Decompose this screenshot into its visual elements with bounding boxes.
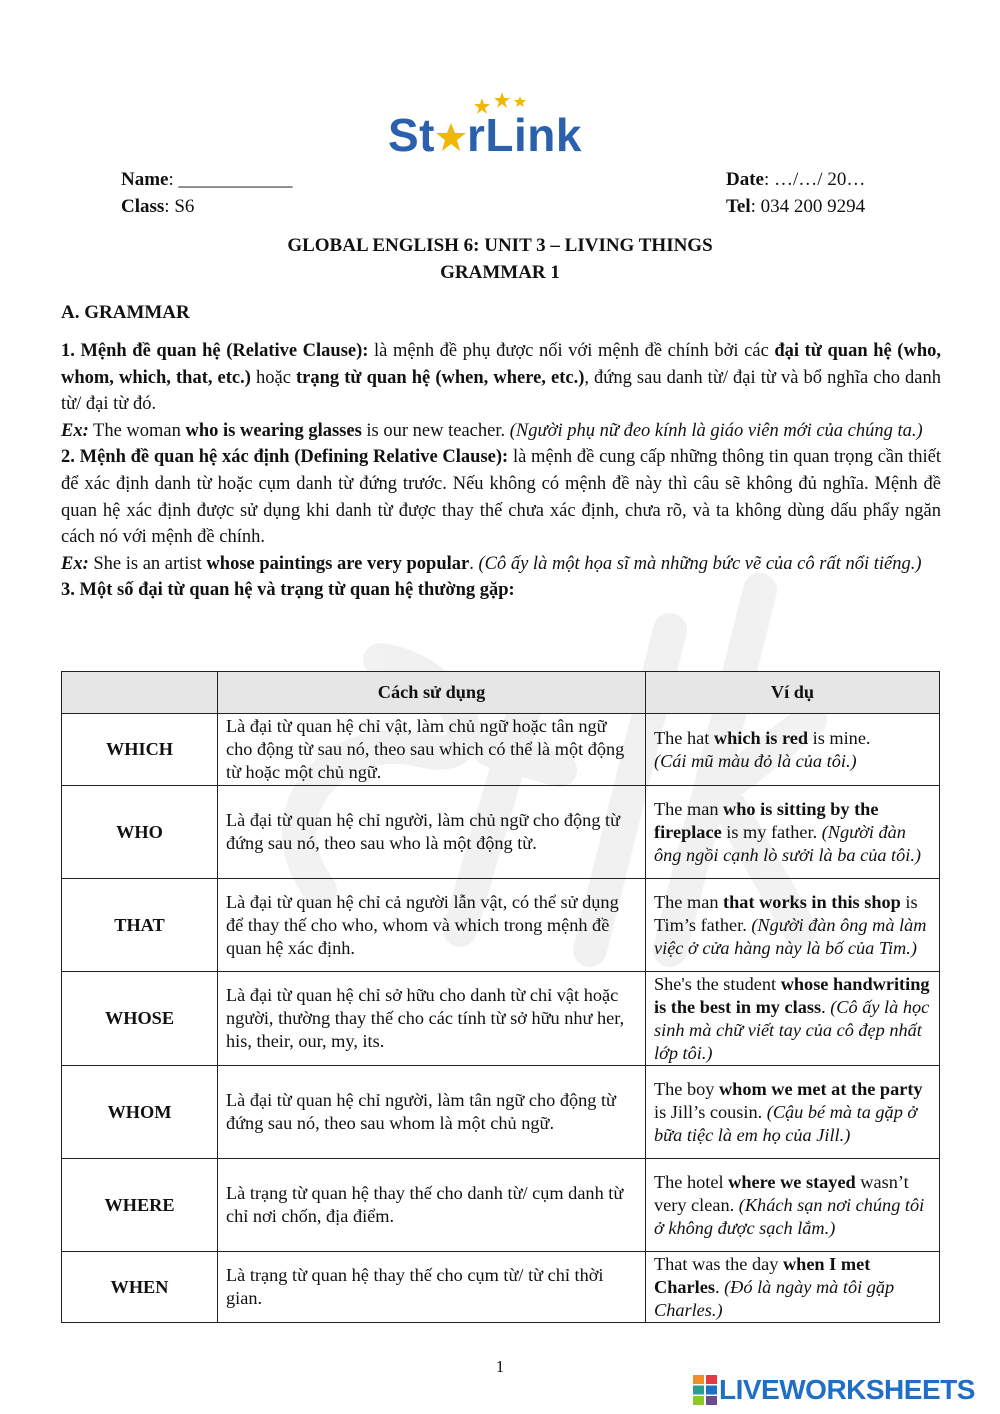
example-translation: (Người đàn ông ngồi cạnh lò sưởi là ba của tôi.) — [654, 821, 922, 865]
ex1-text-2: is our new teacher. — [361, 420, 510, 441]
example-text: The boy — [654, 1078, 719, 1099]
p3-heading: 3. Một số đại từ quan hệ và trạng từ quan hệ thường gặp: — [61, 580, 515, 601]
ex2-bold: whose paintings are very popular — [206, 553, 470, 574]
example-text: The hotel — [654, 1171, 729, 1192]
ex1-label: Ex: — [61, 420, 89, 441]
page-number: 1 — [495, 1357, 505, 1376]
term-cell: WHO — [62, 786, 218, 879]
term-cell: WHOM — [62, 1066, 218, 1159]
table-row — [62, 714, 940, 786]
example-text: The hat — [654, 727, 714, 748]
example-bold: which is red — [713, 727, 809, 748]
example-text-end: is mine. — [808, 727, 871, 748]
table-header-row — [62, 672, 940, 714]
example-cell — [646, 879, 940, 972]
table-row — [62, 879, 940, 972]
usage-cell: Là đại từ quan hệ chỉ sở hữu cho danh từ chỉ vật hoặc người, thường thay thế cho các tính từ sở hữu như her, his, their, our, my, its. — [218, 972, 646, 1066]
ex2-translation: (Cô ấy là một họa sĩ mà những bức vẽ của cô rất nổi tiếng.) — [478, 553, 922, 574]
example-translation: (Cậu bé mà ta gặp ở bữa tiệc là em họ của Jill.) — [654, 1101, 918, 1145]
paragraph-relative-clause — [61, 338, 941, 418]
example-cell — [646, 1159, 940, 1252]
logo-star-icon — [435, 121, 467, 153]
example-cell — [646, 1066, 940, 1159]
section-heading: A. GRAMMAR — [61, 302, 190, 323]
p1-text-3: , đứng sau danh từ/ đại từ và bổ nghĩa cho danh từ/ đại từ đó. — [61, 367, 941, 415]
liveworksheets-icon — [693, 1375, 717, 1405]
page-subtitle: GRAMMAR 1 — [440, 262, 560, 283]
usage-cell: Là trạng từ quan hệ thay thế cho cụm từ/ từ chỉ thời gian. — [218, 1252, 646, 1323]
logo-text-left: St — [388, 109, 435, 161]
grammar-body — [61, 338, 941, 604]
table-row — [62, 972, 940, 1066]
paragraph-common-pronouns — [61, 577, 941, 604]
example-text-end: . — [821, 996, 831, 1017]
page-title: GLOBAL ENGLISH 6: UNIT 3 – LIVING THINGS — [287, 235, 713, 256]
example-translation: (Người đàn ông mà làm việc ở cửa hàng này là bố của Tim.) — [654, 914, 927, 958]
ex2-text-2: . — [469, 553, 479, 574]
example-bold: whose handwriting is the best in my class — [654, 973, 930, 1017]
example-text-end: is my father. — [721, 821, 822, 842]
class-field — [121, 194, 194, 220]
table-header-term — [62, 672, 218, 714]
tel-value: : 034 200 9294 — [750, 196, 866, 217]
p1-bold-2: đại từ quan hệ (who, whom, which, that, etc.) — [61, 341, 941, 388]
example-text: The man — [654, 798, 724, 819]
p2-heading: 2. Mệnh đề quan hệ xác định (Defining Relative Clause): — [61, 447, 509, 468]
relative-pronouns-table — [61, 671, 940, 1323]
table-header-example: Ví dụ — [646, 672, 940, 714]
table-header-usage: Cách sử dụng — [218, 672, 646, 714]
p1-text-2: hoặc — [250, 367, 296, 388]
example-bold: that works in this shop — [723, 891, 901, 912]
tel-label: Tel — [726, 196, 751, 217]
example-translation: (Khách sạn nơi chúng tôi ở không được sạch lắm.) — [654, 1194, 925, 1238]
example-bold: when I met Charles — [654, 1253, 871, 1297]
class-value: : S6 — [164, 196, 195, 217]
name-value: : ____________ — [168, 169, 293, 190]
term-cell: WHOSE — [62, 972, 218, 1066]
example-bold: whom we met at the party — [718, 1078, 923, 1099]
example-text: She's the student — [654, 973, 781, 994]
logo-text-right: rLink — [467, 109, 582, 161]
date-field — [726, 167, 865, 193]
table-row — [62, 1066, 940, 1159]
liveworksheets-logo — [693, 1374, 993, 1406]
ex2-label: Ex: — [61, 553, 89, 574]
date-value: : …/…/ 20… — [763, 169, 866, 190]
example-cell — [646, 714, 940, 786]
example-bold: who is sitting by the fireplace — [654, 798, 879, 842]
example-1 — [61, 418, 941, 445]
name-field — [121, 167, 293, 193]
term-cell: WHERE — [62, 1159, 218, 1252]
p1-text-1: là mệnh đề phụ được nối với mệnh đề chính bởi các — [368, 341, 775, 361]
usage-cell: Là trạng từ quan hệ thay thế cho danh từ/ cụm danh từ chỉ nơi chốn, địa điểm. — [218, 1159, 646, 1252]
example-text-end: is Tim’s father. — [654, 891, 918, 935]
paragraph-defining-clause — [61, 444, 941, 550]
example-text-end: is Jill’s cousin. — [654, 1101, 767, 1122]
term-cell: THAT — [62, 879, 218, 972]
table-row — [62, 1252, 940, 1323]
class-label: Class — [121, 196, 165, 217]
example-text: That was the day — [654, 1253, 783, 1274]
example-translation: (Cô ấy là học sinh mà chữ viết tay của cô đẹp nhất lớp tôi.) — [654, 996, 930, 1063]
usage-cell: Là đại từ quan hệ chỉ vật, làm chủ ngữ hoặc tân ngữ cho động từ sau nó, theo sau which có thể là một động từ hoặc một chủ ngữ. — [218, 714, 646, 786]
p1-bold-3: trạng từ quan hệ (when, where, etc.) — [296, 367, 585, 388]
usage-cell: Là đại từ quan hệ chỉ người, làm tân ngữ cho động từ đứng sau nó, theo sau whom là một chủ ngữ. — [218, 1066, 646, 1159]
term-cell: WHEN — [62, 1252, 218, 1323]
example-cell — [646, 786, 940, 879]
example-text: The man — [654, 891, 724, 912]
table-row — [62, 1159, 940, 1252]
ex2-text-1: She is an artist — [88, 553, 207, 574]
ex1-translation: (Người phụ nữ đeo kính là giáo viên mới của chúng ta.) — [509, 420, 923, 441]
ex1-bold: who is wearing glasses — [185, 420, 362, 441]
p1-heading: 1. Mệnh đề quan hệ (Relative Clause): — [61, 341, 369, 361]
example-text-end: wasn’t very clean. — [654, 1171, 909, 1215]
example-cell — [646, 972, 940, 1066]
example-cell — [646, 1252, 940, 1323]
usage-cell: Là đại từ quan hệ chỉ người, làm chủ ngữ cho động từ đứng sau nó, theo sau who là một động từ. — [218, 786, 646, 879]
usage-cell: Là đại từ quan hệ chỉ cả người lẫn vật, có thể sử dụng để thay thế cho who, whom và which trong mệnh đề quan hệ xác định. — [218, 879, 646, 972]
example-translation: (Cái mũ màu đỏ là của tôi.) — [654, 750, 857, 771]
example-2 — [61, 551, 941, 578]
starlink-logo — [388, 92, 612, 160]
example-translation: (Đó là ngày mà tôi gặp Charles.) — [654, 1276, 895, 1320]
term-cell: WHICH — [62, 714, 218, 786]
table-row — [62, 786, 940, 879]
name-label: Name — [121, 169, 169, 190]
ex1-text-1: The woman — [88, 420, 186, 441]
liveworksheets-text: LIVEWORKSHEETS — [719, 1374, 975, 1405]
example-bold: where we stayed — [728, 1171, 856, 1192]
date-label: Date — [726, 169, 764, 190]
p2-text: là mệnh đề cung cấp những thông tin quan trọng cần thiết để xác định danh từ hoặc cụm danh từ đứng trước. Nếu không có mệnh đề này thì câu sẽ không đủ nghĩa. Mệnh đề quan hệ xác định được sử dụng khi danh từ được thay thế chưa xác định, chưa rõ, và ta không dùng dấu phẩy ngăn cách nó với mệnh đề chính. — [61, 447, 942, 548]
tel-field — [726, 194, 865, 220]
example-text-end: . — [714, 1276, 725, 1297]
